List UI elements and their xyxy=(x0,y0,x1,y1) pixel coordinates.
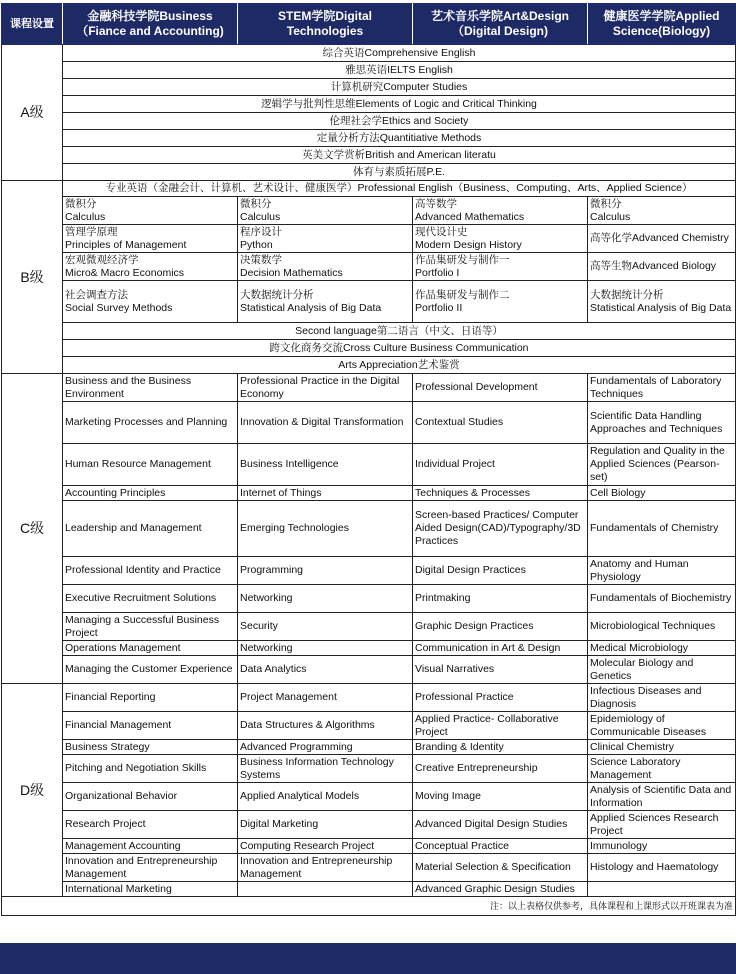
course-cell: Fundamentals of Laboratory Techniques xyxy=(588,374,736,402)
table-row xyxy=(2,45,736,62)
course-cell: Screen-based Practices/ Computer Aided Design(CAD)/Typography/3D Practices xyxy=(413,501,588,557)
course-cell: Communication in Art & Design xyxy=(413,641,588,656)
table-row xyxy=(2,557,736,585)
course-cell: Networking xyxy=(238,641,413,656)
table-row xyxy=(2,839,736,854)
course-zh: 大数据统计分析 xyxy=(240,288,314,301)
course-zh: 大数据统计分析 xyxy=(590,288,664,301)
table-row xyxy=(2,402,736,444)
header-stem xyxy=(238,4,413,45)
course-cell: Pitching and Negotiation Skills xyxy=(63,755,238,783)
header-stem-line1: STEM学院Digital xyxy=(277,9,372,23)
table-row xyxy=(2,253,736,281)
table-row xyxy=(2,486,736,501)
course-cell: Infectious Diseases and Diagnosis xyxy=(588,684,736,712)
course-en: Portfolio I xyxy=(415,266,460,279)
table-row xyxy=(2,783,736,811)
course-cell: Project Management xyxy=(238,684,413,712)
course-cell: Advanced Programming xyxy=(238,740,413,755)
course-cell: Molecular Biology and Genetics xyxy=(588,656,736,684)
course-cell: Data Analytics xyxy=(238,656,413,684)
course-en: Principles of Management xyxy=(65,238,187,251)
course-zh: 微积分 xyxy=(590,197,622,210)
table-row xyxy=(2,712,736,740)
course-cell xyxy=(238,882,413,897)
course-cell xyxy=(588,197,736,225)
course-cell xyxy=(63,225,238,253)
course-cell: Visual Narratives xyxy=(413,656,588,684)
course-cell: Professional Identity and Practice xyxy=(63,557,238,585)
course-zh: 宏观微观经济学 xyxy=(65,253,139,266)
course-span: 体育与素质拓展P.E. xyxy=(63,164,736,181)
course-cell: Science Laboratory Management xyxy=(588,755,736,783)
course-en: Calculus xyxy=(240,210,281,223)
course-cell: Digital Design Practices xyxy=(413,557,588,585)
header-art-line1: 艺术音乐学院Art&Design xyxy=(430,9,569,23)
course-cell: Advanced Digital Design Studies xyxy=(413,811,588,839)
course-cell: Networking xyxy=(238,585,413,613)
course-span: Arts Appreciation艺术鉴赏 xyxy=(63,357,736,374)
course-cell xyxy=(63,197,238,225)
level-a-label: A级 xyxy=(2,45,63,181)
course-span: 计算机研究Computer Studies xyxy=(63,79,736,96)
course-en: Advanced Mathematics xyxy=(415,210,525,223)
course-cell: Applied Analytical Models xyxy=(238,783,413,811)
course-cell: Digital Marketing xyxy=(238,811,413,839)
table-row xyxy=(2,684,736,712)
footer-band xyxy=(0,943,736,974)
course-cell xyxy=(238,197,413,225)
header-art-design xyxy=(413,4,588,45)
header-business-line1: 金融科技学院Business xyxy=(87,9,213,23)
course-cell: Management Accounting xyxy=(63,839,238,854)
course-cell: Executive Recruitment Solutions xyxy=(63,585,238,613)
course-cell: Branding & Identity xyxy=(413,740,588,755)
header-science-line2: Science(Biology) xyxy=(612,24,711,38)
course-zh: 高等数学 xyxy=(415,197,457,210)
course-cell xyxy=(413,253,588,281)
table-row xyxy=(2,641,736,656)
course-cell: Innovation and Entrepreneurship Management xyxy=(238,854,413,882)
header-business-line2: （Fiance and Accounting) xyxy=(76,24,224,38)
course-cell: Creative Entrepreneurship xyxy=(413,755,588,783)
course-cell: Operations Management xyxy=(63,641,238,656)
course-cell: Clinical Chemistry xyxy=(588,740,736,755)
course-cell: Innovation and Entrepreneurship Management xyxy=(63,854,238,882)
table-row xyxy=(2,113,736,130)
course-span: 综合英语Comprehensive English xyxy=(63,45,736,62)
course-zh: 微积分 xyxy=(240,197,272,210)
course-span: 伦理社会学Ethics and Society xyxy=(63,113,736,130)
table-row xyxy=(2,811,736,839)
course-cell: Managing a Successful Business Project xyxy=(63,613,238,641)
course-span: Second language第二语言（中文、日语等） xyxy=(63,323,736,340)
course-cell: Moving Image xyxy=(413,783,588,811)
table-row xyxy=(2,374,736,402)
course-cell: 高等化学Advanced Chemistry xyxy=(588,225,736,253)
course-cell: Conceptual Practice xyxy=(413,839,588,854)
course-span: 定量分析方法Quantitiative Methods xyxy=(63,130,736,147)
course-en: Statistical Analysis of Big Data xyxy=(240,301,382,314)
table-row xyxy=(2,281,736,323)
course-cell: Material Selection & Specification xyxy=(413,854,588,882)
course-cell: 高等生物Advanced Biology xyxy=(588,253,736,281)
course-cell: Business Information Technology Systems xyxy=(238,755,413,783)
course-en: Python xyxy=(240,238,273,251)
course-cell: Histology and Haematology xyxy=(588,854,736,882)
course-cell: Printmaking xyxy=(413,585,588,613)
course-cell xyxy=(588,882,736,897)
course-cell: Data Structures & Algorithms xyxy=(238,712,413,740)
table-row xyxy=(2,340,736,357)
course-cell: Programming xyxy=(238,557,413,585)
course-span: 雅思英语IELTS English xyxy=(63,62,736,79)
header-course-setting: 课程设置 xyxy=(2,4,63,45)
course-cell xyxy=(413,225,588,253)
header-row xyxy=(2,4,736,45)
course-cell: Epidemiology of Communicable Diseases xyxy=(588,712,736,740)
course-cell: Professional Development xyxy=(413,374,588,402)
table-row xyxy=(2,613,736,641)
course-zh: 决策数学 xyxy=(240,253,282,266)
course-cell: Fundamentals of Biochemistry xyxy=(588,585,736,613)
course-cell: Organizational Behavior xyxy=(63,783,238,811)
course-cell: Contextual Studies xyxy=(413,402,588,444)
course-cell: Leadership and Management xyxy=(63,501,238,557)
table-row xyxy=(2,444,736,486)
course-cell: Marketing Processes and Planning xyxy=(63,402,238,444)
course-cell xyxy=(238,225,413,253)
course-cell: Business Intelligence xyxy=(238,444,413,486)
course-zh: 作品集研发与制作一 xyxy=(415,253,510,266)
curriculum-table xyxy=(1,3,736,916)
table-row xyxy=(2,79,736,96)
header-art-line2: （Digital Design) xyxy=(451,24,548,38)
course-cell: Accounting Principles xyxy=(63,486,238,501)
course-cell: Cell Biology xyxy=(588,486,736,501)
course-cell: Security xyxy=(238,613,413,641)
course-span: 英美文学赏析British and American literatu xyxy=(63,147,736,164)
course-span: 专业英语（金融会计、计算机、艺术设计、健康医学）Professional English（Business、Computing、Arts、Applied Science） xyxy=(63,181,736,197)
course-cell: Individual Project xyxy=(413,444,588,486)
course-cell xyxy=(63,281,238,323)
course-cell: Professional Practice xyxy=(413,684,588,712)
table-row xyxy=(2,323,736,340)
course-cell: Research Project xyxy=(63,811,238,839)
course-cell xyxy=(238,253,413,281)
course-cell xyxy=(238,281,413,323)
table-row xyxy=(2,755,736,783)
course-zh: 管理学原理 xyxy=(65,225,118,238)
course-cell: Graphic Design Practices xyxy=(413,613,588,641)
course-cell: Financial Reporting xyxy=(63,684,238,712)
course-zh: 社会调查方法 xyxy=(65,288,128,301)
course-cell xyxy=(588,281,736,323)
course-en: Calculus xyxy=(590,210,631,223)
header-business xyxy=(63,4,238,45)
course-zh: 作品集研发与制作二 xyxy=(415,288,510,301)
table-row xyxy=(2,357,736,374)
table-row xyxy=(2,740,736,755)
course-cell: Immunology xyxy=(588,839,736,854)
course-en: Micro& Macro Economics xyxy=(65,266,185,279)
level-c-label: C级 xyxy=(2,374,63,684)
level-d-label: D级 xyxy=(2,684,63,897)
table-row xyxy=(2,501,736,557)
course-cell: Medical Microbiology xyxy=(588,641,736,656)
course-cell: Applied Practice- Collaborative Project xyxy=(413,712,588,740)
course-cell: International Marketing xyxy=(63,882,238,897)
table-row xyxy=(2,62,736,79)
course-cell: Regulation and Quality in the Applied Sciences (Pearson-set) xyxy=(588,444,736,486)
course-cell xyxy=(413,197,588,225)
table-row xyxy=(2,181,736,197)
course-cell: Microbiological Techniques xyxy=(588,613,736,641)
course-span: 跨文化商务交流Cross Culture Business Communication xyxy=(63,340,736,357)
table-row xyxy=(2,225,736,253)
course-en: Decision Mathematics xyxy=(240,266,343,279)
course-cell: Applied Sciences Research Project xyxy=(588,811,736,839)
table-row xyxy=(2,96,736,113)
course-en: Portfolio II xyxy=(415,301,463,314)
course-cell: Anatomy and Human Physiology xyxy=(588,557,736,585)
course-en: Modern Design History xyxy=(415,238,522,251)
header-stem-line2: Technologies xyxy=(286,24,364,38)
course-span: 逻辑学与批判性思维Elements of Logic and Critical Thinking xyxy=(63,96,736,113)
course-cell: Business Strategy xyxy=(63,740,238,755)
course-cell: Professional Practice in the Digital Economy xyxy=(238,374,413,402)
course-en: Statistical Analysis of Big Data xyxy=(590,301,732,314)
course-zh: 微积分 xyxy=(65,197,97,210)
course-cell: Internet of Things xyxy=(238,486,413,501)
course-cell: Innovation & Digital Transformation xyxy=(238,402,413,444)
table-row xyxy=(2,854,736,882)
table-row xyxy=(2,197,736,225)
table-row xyxy=(2,164,736,181)
course-cell: Scientific Data Handling Approaches and Techniques xyxy=(588,402,736,444)
header-applied-science xyxy=(588,4,736,45)
table-row xyxy=(2,147,736,164)
header-science-line1: 健康医学学院Applied xyxy=(603,9,720,23)
level-b-label: B级 xyxy=(2,181,63,374)
course-cell: Analysis of Scientific Data and Information xyxy=(588,783,736,811)
course-cell: Computing Research Project xyxy=(238,839,413,854)
course-cell: Techniques & Processes xyxy=(413,486,588,501)
course-cell: Human Resource Management xyxy=(63,444,238,486)
course-cell: Managing the Customer Experience xyxy=(63,656,238,684)
table-row xyxy=(2,585,736,613)
course-cell xyxy=(63,253,238,281)
course-cell: Emerging Technologies xyxy=(238,501,413,557)
course-cell xyxy=(413,281,588,323)
course-en: Calculus xyxy=(65,210,106,223)
table-row xyxy=(2,656,736,684)
note-row xyxy=(2,897,736,916)
course-cell: Business and the Business Environment xyxy=(63,374,238,402)
table-row xyxy=(2,882,736,897)
table-row xyxy=(2,130,736,147)
course-en: Social Survey Methods xyxy=(65,301,173,314)
course-zh: 程序设计 xyxy=(240,225,282,238)
course-zh: 现代设计史 xyxy=(415,225,468,238)
course-cell: Financial Management xyxy=(63,712,238,740)
course-cell: Fundamentals of Chemistry xyxy=(588,501,736,557)
course-cell: Advanced Graphic Design Studies xyxy=(413,882,588,897)
disclaimer-note: 注：以上表格仅供参考，具体课程和上课形式以开班课表为准 xyxy=(2,897,736,916)
